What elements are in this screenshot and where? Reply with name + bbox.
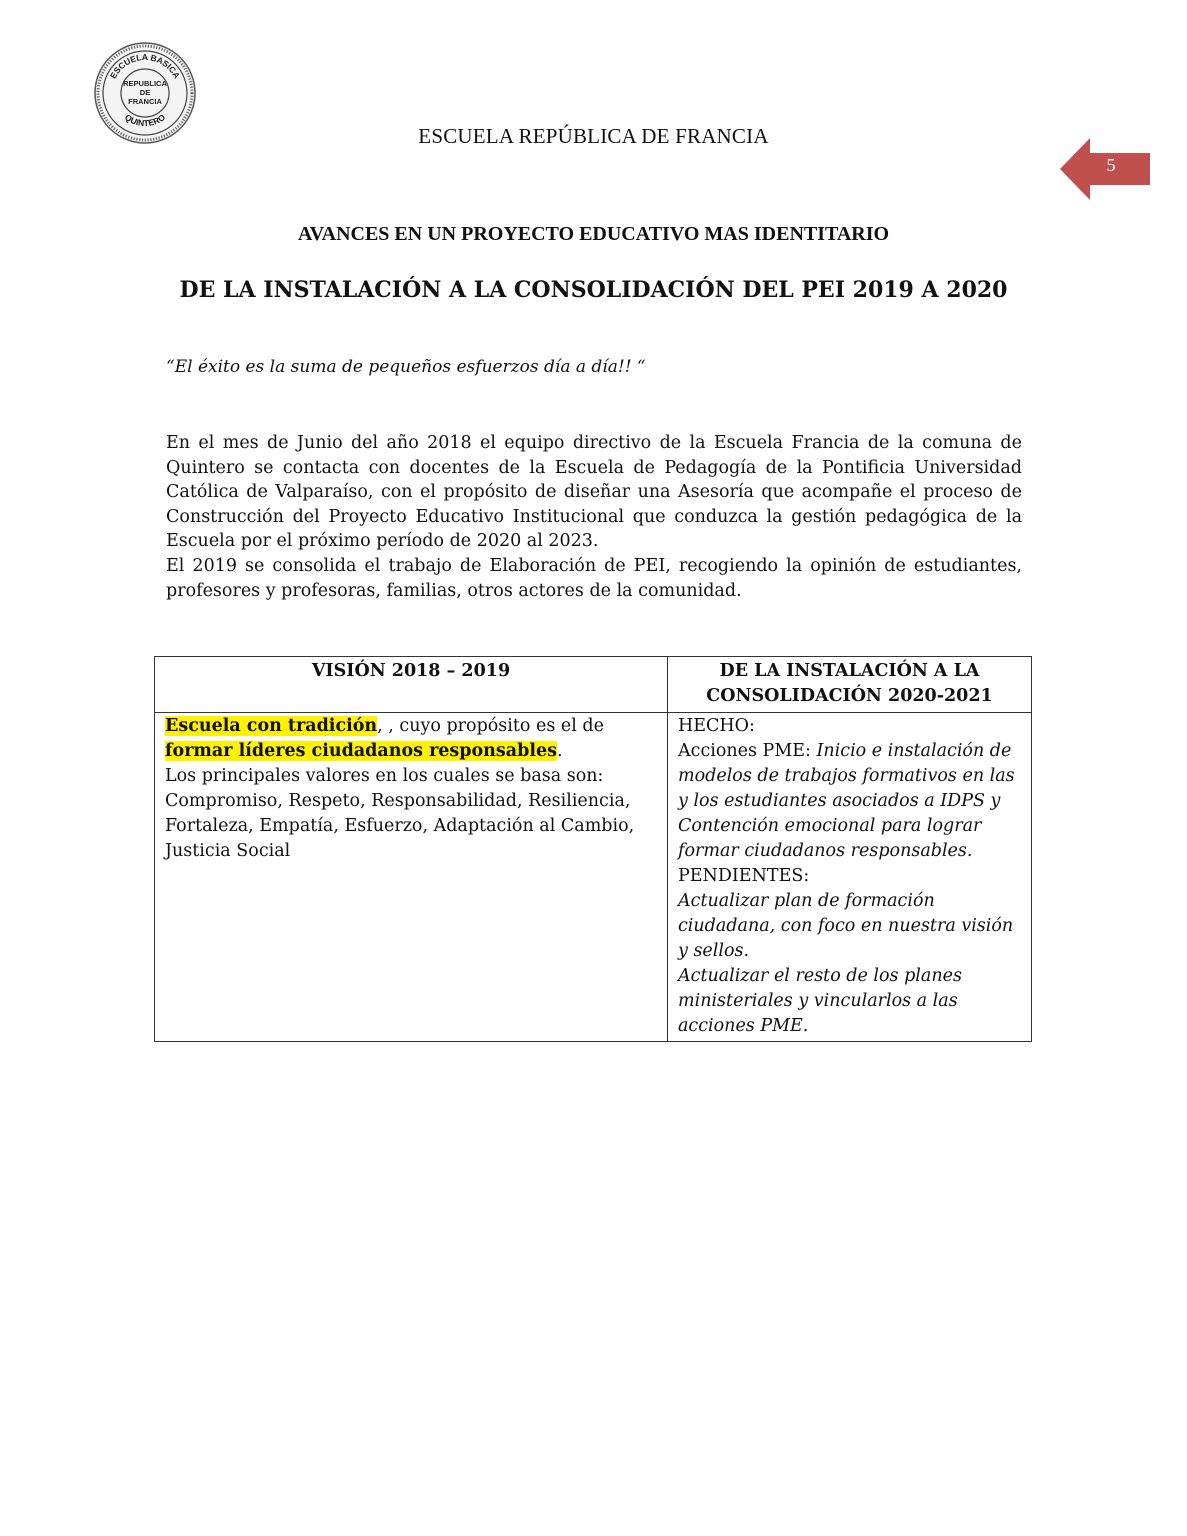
values-intro: Los principales valores en los cuales se basa son: [165, 766, 604, 786]
table-row [155, 713, 1032, 1042]
intro-paragraph-1: En el mes de Junio del año 2018 el equipo directivo de la Escuela Francia de la comuna de Quintero se contacta con docentes de la Escuela de Pedagogía de la Pontificia Universidad Católica de Valparaíso, con el propósito de diseñar una Asesoría que acompañe el proceso de Construcción del Proyecto Educativo Institucional que conduzca la gestión pedagógica de la Escuela por el próximo período de 2020 al 2023. [166, 433, 1022, 552]
seal-center-line-2: DE [139, 88, 151, 97]
intro-paragraph-2: El 2019 se consolida el trabajo de Elaboración de PEI, recogiendo la opinión de estudiantes, profesores y profesoras, familias, otros actores de la comunidad. [166, 555, 1022, 601]
pending-item-1: Actualizar plan de formación ciudadana, con foco en nuestra visión y sellos. [678, 891, 1014, 961]
document-title: AVANCES EN UN PROYECTO EDUCATIVO MAS IDENTITARIO [297, 223, 890, 245]
document-subtitle: DE LA INSTALACIÓN A LA CONSOLIDACIÓN DEL PEI 2019 A 2020 [179, 277, 1008, 303]
vision-table [154, 656, 1032, 1042]
pending-item-2: Actualizar el resto de los planes ministeriales y vincularlos a las acciones PME. [678, 966, 962, 1036]
highlight-school-tradition: Escuela con tradición [165, 716, 378, 736]
done-label: HECHO: [678, 716, 755, 736]
seal-top-text: ESCUELA BASICA [107, 51, 183, 81]
page-number: 5 [1106, 155, 1116, 175]
motivational-quote: “El éxito es la suma de pequeños esfuerzos día a día!! “ [166, 357, 646, 377]
seal-bottom-text: QUINTERO [123, 111, 167, 129]
seal-center-line-3: FRANCIA [128, 97, 162, 106]
table-header-vision: VISIÓN 2018 – 2019 [155, 657, 668, 713]
vision-text-1: , , cuyo propósito es el de [377, 716, 604, 736]
table-header-consolidation: DE LA INSTALACIÓN A LA CONSOLIDACIÓN 2020-2021 [668, 657, 1032, 713]
pending-label: PENDIENTES: [678, 866, 810, 886]
highlight-responsible-leaders: formar líderes ciudadanos responsables [165, 741, 557, 761]
values-list: Compromiso, Respeto, Responsabilidad, Resiliencia, Fortaleza, Empatía, Esfuerzo, Adaptación al Cambio, Justicia Social [165, 791, 635, 861]
seal-center-line-1: REPUBLICA [123, 79, 167, 88]
consolidation-cell [668, 713, 1032, 1042]
school-name-header: ESCUELA REPÚBLICA DE FRANCIA [418, 124, 769, 148]
pme-actions-text: Inicio e instalación de modelos de trabajos formativos en las y los estudiantes asociados a IDPS y Contención emocional para lograr formar ciudadanos responsables. [678, 741, 1015, 861]
intro-text [166, 431, 1022, 603]
pme-actions-label: Acciones PME: [678, 741, 817, 761]
vision-cell [155, 713, 668, 1042]
vision-text-2: . [556, 741, 563, 761]
pme-actions [678, 739, 1021, 864]
table-header-row [155, 657, 1032, 713]
